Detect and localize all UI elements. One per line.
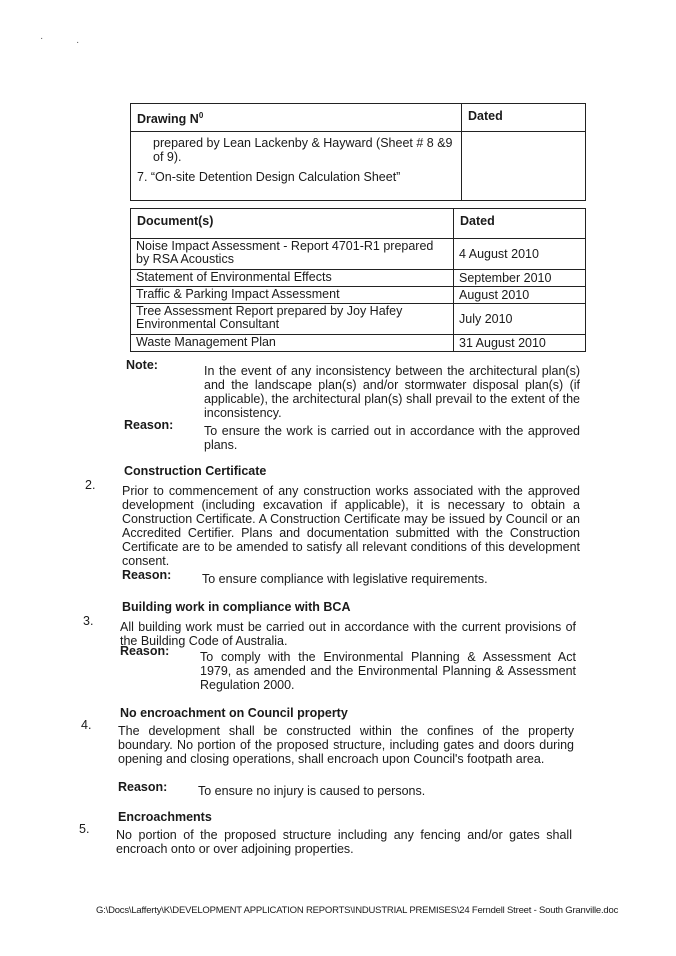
condition-heading: Encroachments: [118, 810, 212, 824]
condition-text: All building work must be carried out in accordance with the current provisions of the Building Code of Australia.: [120, 620, 576, 648]
drawing-cell: [131, 132, 462, 201]
document-cell: Noise Impact Assessment - Report 4701-R1 prepared by RSA Acoustics: [131, 239, 454, 270]
table-row: [131, 287, 586, 304]
note-label: Note:: [126, 358, 158, 372]
documents-table: [130, 208, 586, 352]
reason-text: To comply with the Environmental Planning & Assessment Act 1979, as amended and the Environmental Planning & Assessment Regulation 2000.: [200, 650, 576, 692]
document-cell: Statement of Environmental Effects: [131, 270, 454, 287]
document-cell: Traffic & Parking Impact Assessment: [131, 287, 454, 304]
scan-dot: ·: [40, 33, 44, 44]
note-text: In the event of any inconsistency between the architectural plan(s) and the landscape plan(s) and/or stormwater disposal plan(s) (if applicable), the architectural plan(s) shall prevail to the extent of the inconsistency.: [204, 364, 580, 420]
condition-number: 2.: [85, 478, 96, 492]
reason-text: To ensure compliance with legislative requirements.: [202, 572, 488, 586]
dated-cell: August 2010: [454, 287, 586, 304]
condition-text: The development shall be constructed within the confines of the property boundary. No portion of the proposed structure, including gates and doors during opening and closing operations, shall encroach upon Council's footpath area.: [118, 724, 574, 766]
documents-header: Document(s): [131, 209, 454, 239]
table-row: [131, 304, 586, 335]
condition-number: 3.: [83, 614, 94, 628]
reason-text: To ensure no injury is caused to persons.: [198, 784, 426, 798]
condition-text: Prior to commencement of any construction works associated with the approved development (including excavation if applicable), it is necessary to obtain a Construction Certificate. A Construction Certificate may be issued by Council or an Accredited Certifier. Plans and documentation submitted with the Construction Certificate are to be amended to satisfy all relevant conditions of this development consent.: [122, 484, 580, 568]
table-row: [131, 270, 586, 287]
dated-header: Dated: [454, 209, 586, 239]
drawing-item: 7. “On-site Detention Design Calculation Sheet”: [137, 170, 401, 184]
condition-heading: Construction Certificate: [124, 464, 267, 478]
condition-number: 4.: [81, 718, 92, 732]
table-row: [131, 335, 586, 352]
dated-cell: 31 August 2010: [454, 335, 586, 352]
reason-label: Reason:: [118, 780, 168, 794]
file-path-footer: G:\Docs\Lafferty\K\DEVELOPMENT APPLICATION REPORTS\INDUSTRIAL PREMISES\24 Ferndell Street - South Granville.doc: [96, 905, 619, 916]
condition-heading: No encroachment on Council property: [120, 706, 348, 720]
dated-cell: [462, 132, 586, 201]
document-cell: Tree Assessment Report prepared by Joy Hafey Environmental Consultant: [131, 304, 454, 335]
dated-cell: September 2010: [454, 270, 586, 287]
drawing-item: prepared by Lean Lackenby & Hayward (Sheet # 8 &9 of 9).: [153, 136, 453, 164]
reason-text: To ensure the work is carried out in accordance with the approved plans.: [204, 424, 580, 452]
drawing-number-header: Drawing $N^0$: [131, 104, 462, 132]
dated-cell: 4 August 2010: [454, 239, 586, 270]
reason-label: Reason:: [120, 644, 170, 658]
scan-dot: ·: [76, 37, 80, 48]
condition-heading: Building work in compliance with BCA: [122, 600, 351, 614]
reason-label: Reason:: [124, 418, 174, 432]
reason-label: Reason:: [122, 568, 172, 582]
document-cell: Waste Management Plan: [131, 335, 454, 352]
table-row: [131, 239, 586, 270]
condition-text: No portion of the proposed structure including any fencing and/or gates shall encroach onto or over adjoining properties.: [116, 828, 572, 856]
dated-header: Dated: [462, 104, 586, 132]
drawings-table: [130, 103, 586, 201]
condition-number: 5.: [79, 822, 90, 836]
dated-cell: July 2010: [454, 304, 586, 335]
